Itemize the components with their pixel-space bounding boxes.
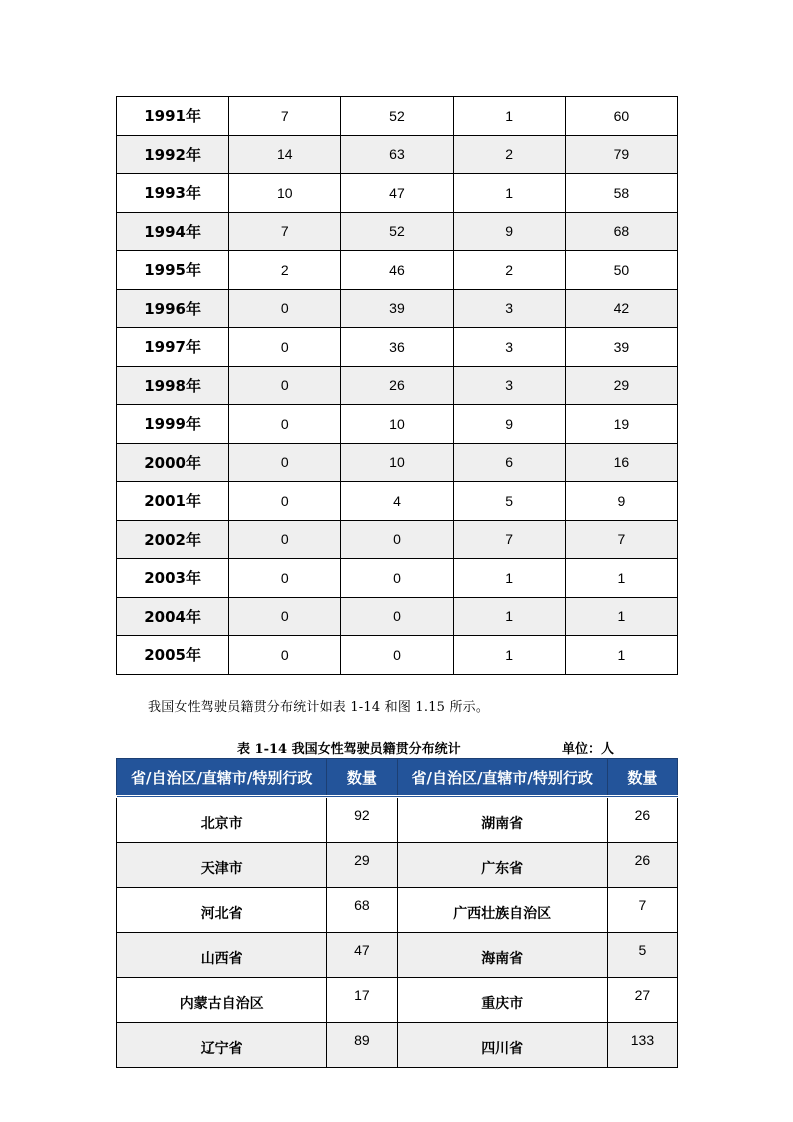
value-cell: 10 bbox=[341, 443, 453, 482]
year-cell: 1998年 bbox=[117, 366, 229, 405]
value-cell: 3 bbox=[453, 366, 565, 405]
year-cell: 1994年 bbox=[117, 212, 229, 251]
table-row bbox=[117, 174, 678, 213]
year-cell: 2004年 bbox=[117, 597, 229, 636]
value-cell: 0 bbox=[229, 289, 341, 328]
count-cell: 26 bbox=[607, 843, 677, 888]
table-row bbox=[117, 1023, 678, 1068]
origin-distribution-body bbox=[117, 797, 678, 1068]
province-cell: 内蒙古自治区 bbox=[117, 978, 327, 1023]
count-cell: 133 bbox=[607, 1023, 677, 1068]
table-row bbox=[117, 888, 678, 933]
value-cell: 0 bbox=[229, 636, 341, 675]
value-cell: 9 bbox=[453, 405, 565, 444]
table-row bbox=[117, 978, 678, 1023]
province-cell: 辽宁省 bbox=[117, 1023, 327, 1068]
value-cell: 7 bbox=[453, 520, 565, 559]
value-cell: 50 bbox=[565, 251, 677, 290]
value-cell: 52 bbox=[341, 212, 453, 251]
count-cell: 26 bbox=[607, 797, 677, 843]
value-cell: 0 bbox=[229, 597, 341, 636]
value-cell: 1 bbox=[453, 559, 565, 598]
value-cell: 14 bbox=[229, 135, 341, 174]
table-row bbox=[117, 97, 678, 136]
value-cell: 9 bbox=[453, 212, 565, 251]
value-cell: 52 bbox=[341, 97, 453, 136]
value-cell: 0 bbox=[341, 597, 453, 636]
value-cell: 68 bbox=[565, 212, 677, 251]
value-cell: 1 bbox=[453, 174, 565, 213]
value-cell: 29 bbox=[565, 366, 677, 405]
table-row bbox=[117, 636, 678, 675]
value-cell: 5 bbox=[453, 482, 565, 521]
value-cell: 1 bbox=[565, 597, 677, 636]
value-cell: 3 bbox=[453, 289, 565, 328]
table-row bbox=[117, 443, 678, 482]
count-cell: 68 bbox=[327, 888, 397, 933]
year-cell: 1996年 bbox=[117, 289, 229, 328]
value-cell: 47 bbox=[341, 174, 453, 213]
value-cell: 1 bbox=[453, 636, 565, 675]
province-cell: 天津市 bbox=[117, 843, 327, 888]
value-cell: 39 bbox=[565, 328, 677, 367]
value-cell: 6 bbox=[453, 443, 565, 482]
origin-distribution-table bbox=[116, 758, 678, 1068]
header-province: 省/自治区/直辖市/特别行政 bbox=[397, 759, 607, 797]
value-cell: 9 bbox=[565, 482, 677, 521]
value-cell: 0 bbox=[229, 482, 341, 521]
value-cell: 19 bbox=[565, 405, 677, 444]
count-cell: 92 bbox=[327, 797, 397, 843]
province-cell: 广东省 bbox=[397, 843, 607, 888]
value-cell: 46 bbox=[341, 251, 453, 290]
value-cell: 0 bbox=[229, 366, 341, 405]
value-cell: 39 bbox=[341, 289, 453, 328]
table-caption: 表 1-14 我国女性驾驶员籍贯分布统计 bbox=[237, 742, 461, 757]
value-cell: 0 bbox=[341, 520, 453, 559]
count-cell: 27 bbox=[607, 978, 677, 1023]
table-header-row bbox=[117, 759, 678, 797]
value-cell: 1 bbox=[565, 636, 677, 675]
province-cell: 重庆市 bbox=[397, 978, 607, 1023]
value-cell: 79 bbox=[565, 135, 677, 174]
year-cell: 2000年 bbox=[117, 443, 229, 482]
value-cell: 2 bbox=[453, 251, 565, 290]
value-cell: 0 bbox=[229, 559, 341, 598]
value-cell: 0 bbox=[229, 520, 341, 559]
value-cell: 0 bbox=[229, 405, 341, 444]
count-cell: 47 bbox=[327, 933, 397, 978]
value-cell: 0 bbox=[341, 559, 453, 598]
value-cell: 1 bbox=[453, 597, 565, 636]
value-cell: 1 bbox=[453, 97, 565, 136]
province-cell: 湖南省 bbox=[397, 797, 607, 843]
table-row bbox=[117, 520, 678, 559]
year-cell: 1993年 bbox=[117, 174, 229, 213]
table-row bbox=[117, 482, 678, 521]
value-cell: 10 bbox=[341, 405, 453, 444]
value-cell: 58 bbox=[565, 174, 677, 213]
table-row bbox=[117, 559, 678, 598]
value-cell: 4 bbox=[341, 482, 453, 521]
count-cell: 29 bbox=[327, 843, 397, 888]
province-cell: 山西省 bbox=[117, 933, 327, 978]
table-row bbox=[117, 797, 678, 843]
value-cell: 0 bbox=[229, 328, 341, 367]
value-cell: 2 bbox=[453, 135, 565, 174]
table-row bbox=[117, 135, 678, 174]
value-cell: 0 bbox=[341, 636, 453, 675]
province-cell: 广西壮族自治区 bbox=[397, 888, 607, 933]
header-province: 省/自治区/直辖市/特别行政 bbox=[117, 759, 327, 797]
table-row bbox=[117, 251, 678, 290]
province-cell: 河北省 bbox=[117, 888, 327, 933]
value-cell: 2 bbox=[229, 251, 341, 290]
value-cell: 36 bbox=[341, 328, 453, 367]
province-cell: 海南省 bbox=[397, 933, 607, 978]
table-row bbox=[117, 405, 678, 444]
value-cell: 0 bbox=[229, 443, 341, 482]
province-cell: 北京市 bbox=[117, 797, 327, 843]
header-count: 数量 bbox=[327, 759, 397, 797]
province-cell: 四川省 bbox=[397, 1023, 607, 1068]
table-row bbox=[117, 212, 678, 251]
year-cell: 1999年 bbox=[117, 405, 229, 444]
value-cell: 10 bbox=[229, 174, 341, 213]
year-cell: 1995年 bbox=[117, 251, 229, 290]
count-cell: 17 bbox=[327, 978, 397, 1023]
table-row bbox=[117, 328, 678, 367]
count-cell: 7 bbox=[607, 888, 677, 933]
yearly-statistics-table bbox=[116, 96, 678, 675]
year-cell: 2003年 bbox=[117, 559, 229, 598]
description-paragraph: 我国女性驾驶员籍贯分布统计如表 1-14 和图 1.15 所示。 bbox=[148, 700, 490, 715]
table-row bbox=[117, 366, 678, 405]
header-count: 数量 bbox=[607, 759, 677, 797]
table-row bbox=[117, 289, 678, 328]
value-cell: 26 bbox=[341, 366, 453, 405]
year-cell: 2001年 bbox=[117, 482, 229, 521]
year-cell: 1992年 bbox=[117, 135, 229, 174]
table-row bbox=[117, 843, 678, 888]
value-cell: 3 bbox=[453, 328, 565, 367]
value-cell: 7 bbox=[565, 520, 677, 559]
value-cell: 1 bbox=[565, 559, 677, 598]
count-cell: 89 bbox=[327, 1023, 397, 1068]
year-cell: 2002年 bbox=[117, 520, 229, 559]
value-cell: 42 bbox=[565, 289, 677, 328]
value-cell: 7 bbox=[229, 212, 341, 251]
count-cell: 5 bbox=[607, 933, 677, 978]
value-cell: 16 bbox=[565, 443, 677, 482]
year-cell: 1991年 bbox=[117, 97, 229, 136]
table-row bbox=[117, 597, 678, 636]
table-row bbox=[117, 933, 678, 978]
year-cell: 1997年 bbox=[117, 328, 229, 367]
table-unit-label: 单位：人 bbox=[562, 742, 615, 757]
value-cell: 7 bbox=[229, 97, 341, 136]
year-cell: 2005年 bbox=[117, 636, 229, 675]
value-cell: 60 bbox=[565, 97, 677, 136]
yearly-statistics-body bbox=[117, 97, 678, 675]
value-cell: 63 bbox=[341, 135, 453, 174]
